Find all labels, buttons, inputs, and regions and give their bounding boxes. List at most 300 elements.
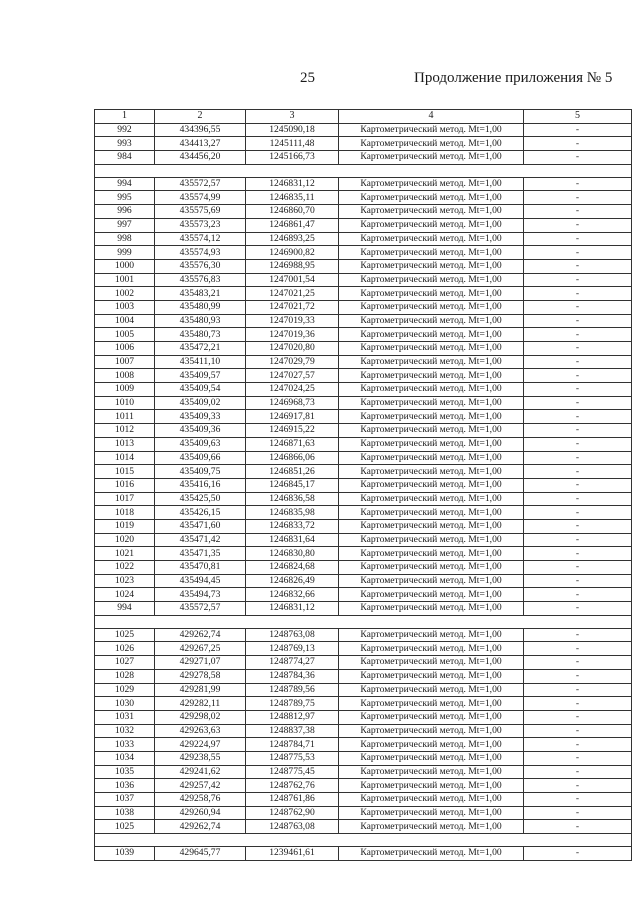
- cell-col-3: 1246831,12: [246, 602, 339, 616]
- cell-col-3: 1246861,47: [246, 218, 339, 232]
- cell-col-4: Картометрический метод. Mt=1,00: [339, 533, 524, 547]
- cell-col-1: 1003: [95, 300, 155, 314]
- column-header: 4: [339, 110, 524, 124]
- cell-col-4: Картометрический метод. Mt=1,00: [339, 205, 524, 219]
- cell-col-3: 1246826,49: [246, 574, 339, 588]
- table-row: [95, 287, 632, 301]
- cell-col-2: 429267,25: [155, 642, 246, 656]
- cell-col-5: -: [524, 355, 632, 369]
- cell-col-3: 1248837,38: [246, 724, 339, 738]
- cell-col-2: 434396,55: [155, 123, 246, 137]
- cell-col-5: -: [524, 151, 632, 165]
- table-row: [95, 383, 632, 397]
- table-row: [95, 628, 632, 642]
- table-row: [95, 847, 632, 861]
- cell-col-1: 1005: [95, 328, 155, 342]
- cell-col-4: Картометрический метод. Mt=1,00: [339, 683, 524, 697]
- table-row: [95, 820, 632, 834]
- cell-col-4: Картометрический метод. Mt=1,00: [339, 218, 524, 232]
- cell-col-2: 429645,77: [155, 847, 246, 861]
- cell-col-4: Картометрический метод. Mt=1,00: [339, 779, 524, 793]
- cell-col-2: 429263,63: [155, 724, 246, 738]
- table-row: [95, 396, 632, 410]
- cell-col-4: Картометрический метод. Mt=1,00: [339, 547, 524, 561]
- cell-col-3: 1247021,72: [246, 300, 339, 314]
- cell-col-4: Картометрический метод. Mt=1,00: [339, 697, 524, 711]
- cell-col-4: Картометрический метод. Mt=1,00: [339, 437, 524, 451]
- cell-col-5: -: [524, 123, 632, 137]
- cell-col-1: 1025: [95, 628, 155, 642]
- cell-col-5: -: [524, 218, 632, 232]
- table-row: [95, 273, 632, 287]
- cell-col-3: 1246917,81: [246, 410, 339, 424]
- cell-col-5: -: [524, 437, 632, 451]
- cell-col-3: 1247019,33: [246, 314, 339, 328]
- table-row: [95, 547, 632, 561]
- cell-col-4: Картометрический метод. Mt=1,00: [339, 177, 524, 191]
- cell-col-3: 1248812,97: [246, 710, 339, 724]
- cell-col-3: 1246831,64: [246, 533, 339, 547]
- cell-col-4: Картометрический метод. Mt=1,00: [339, 724, 524, 738]
- table-row: [95, 205, 632, 219]
- group-separator-row: [95, 164, 632, 177]
- cell-col-2: 435575,69: [155, 205, 246, 219]
- cell-col-4: Картометрический метод. Mt=1,00: [339, 656, 524, 670]
- cell-col-2: 435480,99: [155, 300, 246, 314]
- appendix-title: Продолжение приложения № 5: [414, 70, 613, 86]
- cell-col-5: -: [524, 561, 632, 575]
- cell-col-1: 1008: [95, 369, 155, 383]
- cell-col-3: 1246835,11: [246, 191, 339, 205]
- table-row: [95, 246, 632, 260]
- cell-col-3: 1248784,71: [246, 738, 339, 752]
- table-row: [95, 806, 632, 820]
- cell-col-5: -: [524, 137, 632, 151]
- cell-col-4: Картометрический метод. Mt=1,00: [339, 191, 524, 205]
- cell-col-5: -: [524, 697, 632, 711]
- cell-col-1: 1022: [95, 561, 155, 575]
- separator-cell: [95, 834, 632, 847]
- cell-col-3: 1248761,86: [246, 793, 339, 807]
- cell-col-2: 429298,02: [155, 710, 246, 724]
- cell-col-3: 1246845,17: [246, 478, 339, 492]
- cell-col-4: Картометрический метод. Mt=1,00: [339, 369, 524, 383]
- cell-col-1: 1010: [95, 396, 155, 410]
- group-separator-row: [95, 834, 632, 847]
- cell-col-5: -: [524, 232, 632, 246]
- cell-col-5: -: [524, 465, 632, 479]
- cell-col-4: Картометрический метод. Mt=1,00: [339, 383, 524, 397]
- cell-col-2: 435483,21: [155, 287, 246, 301]
- cell-col-3: 1246832,66: [246, 588, 339, 602]
- cell-col-5: -: [524, 588, 632, 602]
- cell-col-1: 1016: [95, 478, 155, 492]
- table-row: [95, 177, 632, 191]
- cell-col-2: 435480,73: [155, 328, 246, 342]
- cell-col-2: 435573,23: [155, 218, 246, 232]
- cell-col-2: 434456,20: [155, 151, 246, 165]
- cell-col-2: 435409,57: [155, 369, 246, 383]
- table-row: [95, 683, 632, 697]
- table-row: [95, 328, 632, 342]
- table-row: [95, 218, 632, 232]
- cell-col-4: Картометрический метод. Mt=1,00: [339, 137, 524, 151]
- table-row: [95, 793, 632, 807]
- table-row: [95, 259, 632, 273]
- cell-col-3: 1247019,36: [246, 328, 339, 342]
- cell-col-3: 1246830,80: [246, 547, 339, 561]
- page-number: 25: [300, 70, 315, 86]
- cell-col-1: 1024: [95, 588, 155, 602]
- cell-col-4: Картометрический метод. Mt=1,00: [339, 602, 524, 616]
- cell-col-5: -: [524, 710, 632, 724]
- cell-col-3: 1246866,06: [246, 451, 339, 465]
- cell-col-1: 1026: [95, 642, 155, 656]
- cell-col-1: 997: [95, 218, 155, 232]
- cell-col-1: 994: [95, 602, 155, 616]
- cell-col-5: -: [524, 300, 632, 314]
- cell-col-5: -: [524, 642, 632, 656]
- table-row: [95, 137, 632, 151]
- cell-col-2: 435409,75: [155, 465, 246, 479]
- cell-col-1: 1014: [95, 451, 155, 465]
- cell-col-3: 1245166,73: [246, 151, 339, 165]
- cell-col-2: 435480,93: [155, 314, 246, 328]
- cell-col-2: 429238,55: [155, 751, 246, 765]
- cell-col-4: Картометрический метод. Mt=1,00: [339, 588, 524, 602]
- cell-col-2: 435425,50: [155, 492, 246, 506]
- cell-col-2: 435470,81: [155, 561, 246, 575]
- cell-col-1: 1033: [95, 738, 155, 752]
- cell-col-5: -: [524, 369, 632, 383]
- table-row: [95, 123, 632, 137]
- cell-col-4: Картометрический метод. Mt=1,00: [339, 751, 524, 765]
- cell-col-2: 429224,97: [155, 738, 246, 752]
- cell-col-1: 1030: [95, 697, 155, 711]
- header-row: [95, 110, 632, 124]
- cell-col-5: -: [524, 669, 632, 683]
- cell-col-1: 984: [95, 151, 155, 165]
- cell-col-2: 435494,45: [155, 574, 246, 588]
- cell-col-4: Картометрический метод. Mt=1,00: [339, 519, 524, 533]
- table-row: [95, 779, 632, 793]
- cell-col-2: 435409,33: [155, 410, 246, 424]
- cell-col-4: Картометрический метод. Mt=1,00: [339, 710, 524, 724]
- table-row: [95, 151, 632, 165]
- cell-col-5: -: [524, 751, 632, 765]
- cell-col-5: -: [524, 738, 632, 752]
- cell-col-4: Картометрический метод. Mt=1,00: [339, 355, 524, 369]
- cell-col-1: 1021: [95, 547, 155, 561]
- cell-col-3: 1246833,72: [246, 519, 339, 533]
- cell-col-1: 996: [95, 205, 155, 219]
- cell-col-4: Картометрический метод. Mt=1,00: [339, 300, 524, 314]
- table-row: [95, 751, 632, 765]
- cell-col-4: Картометрический метод. Mt=1,00: [339, 806, 524, 820]
- cell-col-5: -: [524, 574, 632, 588]
- cell-col-3: 1246824,68: [246, 561, 339, 575]
- cell-col-3: 1246871,63: [246, 437, 339, 451]
- cell-col-5: -: [524, 205, 632, 219]
- cell-col-2: 435576,30: [155, 259, 246, 273]
- cell-col-5: -: [524, 191, 632, 205]
- cell-col-5: -: [524, 820, 632, 834]
- table-row: [95, 724, 632, 738]
- cell-col-2: 435494,73: [155, 588, 246, 602]
- cell-col-4: Картометрический метод. Mt=1,00: [339, 287, 524, 301]
- cell-col-3: 1248789,75: [246, 697, 339, 711]
- table-row: [95, 669, 632, 683]
- cell-col-5: -: [524, 383, 632, 397]
- cell-col-1: 1018: [95, 506, 155, 520]
- cell-col-1: 1013: [95, 437, 155, 451]
- group-separator-row: [95, 615, 632, 628]
- cell-col-1: 1017: [95, 492, 155, 506]
- table-row: [95, 191, 632, 205]
- table-row: [95, 656, 632, 670]
- cell-col-5: -: [524, 342, 632, 356]
- cell-col-5: -: [524, 533, 632, 547]
- cell-col-4: Картометрический метод. Mt=1,00: [339, 410, 524, 424]
- cell-col-4: Картометрический метод. Mt=1,00: [339, 847, 524, 861]
- cell-col-1: 1011: [95, 410, 155, 424]
- cell-col-3: 1248762,76: [246, 779, 339, 793]
- cell-col-5: -: [524, 847, 632, 861]
- table-row: [95, 602, 632, 616]
- cell-col-2: 429260,94: [155, 806, 246, 820]
- table-row: [95, 738, 632, 752]
- cell-col-5: -: [524, 314, 632, 328]
- cell-col-2: 434413,27: [155, 137, 246, 151]
- cell-col-4: Картометрический метод. Mt=1,00: [339, 232, 524, 246]
- cell-col-3: 1239461,61: [246, 847, 339, 861]
- table-row: [95, 519, 632, 533]
- cell-col-1: 1039: [95, 847, 155, 861]
- cell-col-5: -: [524, 396, 632, 410]
- cell-col-5: -: [524, 602, 632, 616]
- cell-col-5: -: [524, 779, 632, 793]
- cell-col-1: 1036: [95, 779, 155, 793]
- cell-col-4: Картометрический метод. Mt=1,00: [339, 642, 524, 656]
- table-row: [95, 451, 632, 465]
- cell-col-5: -: [524, 793, 632, 807]
- cell-col-4: Картометрический метод. Mt=1,00: [339, 561, 524, 575]
- table-row: [95, 314, 632, 328]
- cell-col-5: -: [524, 656, 632, 670]
- cell-col-1: 995: [95, 191, 155, 205]
- cell-col-2: 435409,54: [155, 383, 246, 397]
- cell-col-3: 1246836,58: [246, 492, 339, 506]
- cell-col-1: 1001: [95, 273, 155, 287]
- table-row: [95, 342, 632, 356]
- table-row: [95, 232, 632, 246]
- table-row: [95, 478, 632, 492]
- cell-col-4: Картометрический метод. Mt=1,00: [339, 628, 524, 642]
- table-row: [95, 765, 632, 779]
- cell-col-2: 435574,12: [155, 232, 246, 246]
- cell-col-5: -: [524, 506, 632, 520]
- cell-col-2: 429278,58: [155, 669, 246, 683]
- cell-col-4: Картометрический метод. Mt=1,00: [339, 574, 524, 588]
- cell-col-3: 1248774,27: [246, 656, 339, 670]
- cell-col-5: -: [524, 478, 632, 492]
- cell-col-4: Картометрический метод. Mt=1,00: [339, 328, 524, 342]
- cell-col-4: Картометрический метод. Mt=1,00: [339, 246, 524, 260]
- cell-col-2: 429262,74: [155, 628, 246, 642]
- cell-col-2: 435574,93: [155, 246, 246, 260]
- cell-col-5: -: [524, 628, 632, 642]
- cell-col-3: 1248763,08: [246, 628, 339, 642]
- cell-col-3: 1247001,54: [246, 273, 339, 287]
- cell-col-5: -: [524, 492, 632, 506]
- cell-col-2: 429281,99: [155, 683, 246, 697]
- cell-col-5: -: [524, 287, 632, 301]
- cell-col-1: 994: [95, 177, 155, 191]
- cell-col-3: 1248775,53: [246, 751, 339, 765]
- column-header: 2: [155, 110, 246, 124]
- table-row: [95, 465, 632, 479]
- cell-col-3: 1248789,56: [246, 683, 339, 697]
- separator-cell: [95, 164, 632, 177]
- table-row: [95, 697, 632, 711]
- cell-col-4: Картометрический метод. Mt=1,00: [339, 314, 524, 328]
- cell-col-5: -: [524, 451, 632, 465]
- table-row: [95, 642, 632, 656]
- cell-col-4: Картометрический метод. Mt=1,00: [339, 259, 524, 273]
- cell-col-5: -: [524, 328, 632, 342]
- cell-col-3: 1246851,26: [246, 465, 339, 479]
- cell-col-4: Картометрический метод. Mt=1,00: [339, 793, 524, 807]
- cell-col-3: 1248775,45: [246, 765, 339, 779]
- table-row: [95, 561, 632, 575]
- cell-col-4: Картометрический метод. Mt=1,00: [339, 424, 524, 438]
- cell-col-1: 999: [95, 246, 155, 260]
- column-header: 1: [95, 110, 155, 124]
- separator-cell: [95, 615, 632, 628]
- cell-col-2: 435411,10: [155, 355, 246, 369]
- cell-col-3: 1246893,25: [246, 232, 339, 246]
- cell-col-4: Картометрический метод. Mt=1,00: [339, 738, 524, 752]
- table-row: [95, 355, 632, 369]
- table-row: [95, 369, 632, 383]
- cell-col-1: 1015: [95, 465, 155, 479]
- column-header: 5: [524, 110, 632, 124]
- coordinates-table: [94, 109, 632, 861]
- cell-col-2: 435471,60: [155, 519, 246, 533]
- cell-col-1: 998: [95, 232, 155, 246]
- cell-col-4: Картометрический метод. Mt=1,00: [339, 465, 524, 479]
- cell-col-5: -: [524, 547, 632, 561]
- cell-col-4: Картометрический метод. Mt=1,00: [339, 765, 524, 779]
- cell-col-3: 1247024,25: [246, 383, 339, 397]
- cell-col-2: 429282,11: [155, 697, 246, 711]
- cell-col-3: 1247020,80: [246, 342, 339, 356]
- cell-col-4: Картометрический метод. Mt=1,00: [339, 151, 524, 165]
- table-row: [95, 506, 632, 520]
- cell-col-3: 1247021,25: [246, 287, 339, 301]
- cell-col-2: 435409,63: [155, 437, 246, 451]
- cell-col-2: 435471,35: [155, 547, 246, 561]
- cell-col-3: 1248762,90: [246, 806, 339, 820]
- cell-col-5: -: [524, 724, 632, 738]
- cell-col-3: 1246831,12: [246, 177, 339, 191]
- table-row: [95, 533, 632, 547]
- cell-col-3: 1248769,13: [246, 642, 339, 656]
- cell-col-2: 435576,83: [155, 273, 246, 287]
- cell-col-1: 1006: [95, 342, 155, 356]
- cell-col-1: 1035: [95, 765, 155, 779]
- cell-col-5: -: [524, 683, 632, 697]
- table-body: [95, 110, 632, 861]
- cell-col-2: 435572,57: [155, 177, 246, 191]
- cell-col-4: Картометрический метод. Mt=1,00: [339, 123, 524, 137]
- cell-col-3: 1245111,48: [246, 137, 339, 151]
- cell-col-1: 1004: [95, 314, 155, 328]
- table-row: [95, 437, 632, 451]
- cell-col-4: Картометрический метод. Mt=1,00: [339, 451, 524, 465]
- table-row: [95, 588, 632, 602]
- cell-col-3: 1248763,08: [246, 820, 339, 834]
- cell-col-3: 1245090,18: [246, 123, 339, 137]
- cell-col-1: 1031: [95, 710, 155, 724]
- table-row: [95, 300, 632, 314]
- cell-col-2: 435409,02: [155, 396, 246, 410]
- cell-col-4: Картометрический метод. Mt=1,00: [339, 273, 524, 287]
- cell-col-1: 1009: [95, 383, 155, 397]
- cell-col-1: 1028: [95, 669, 155, 683]
- cell-col-1: 1027: [95, 656, 155, 670]
- cell-col-1: 1029: [95, 683, 155, 697]
- cell-col-3: 1246860,70: [246, 205, 339, 219]
- cell-col-3: 1246915,22: [246, 424, 339, 438]
- cell-col-3: 1246968,73: [246, 396, 339, 410]
- cell-col-4: Картометрический метод. Mt=1,00: [339, 506, 524, 520]
- cell-col-2: 435409,36: [155, 424, 246, 438]
- cell-col-5: -: [524, 177, 632, 191]
- cell-col-2: 435471,42: [155, 533, 246, 547]
- cell-col-3: 1248784,36: [246, 669, 339, 683]
- cell-col-2: 435409,66: [155, 451, 246, 465]
- cell-col-5: -: [524, 424, 632, 438]
- cell-col-1: 1025: [95, 820, 155, 834]
- cell-col-1: 1023: [95, 574, 155, 588]
- table-row: [95, 574, 632, 588]
- cell-col-2: 435574,99: [155, 191, 246, 205]
- cell-col-2: 429271,07: [155, 656, 246, 670]
- table-row: [95, 492, 632, 506]
- cell-col-1: 1019: [95, 519, 155, 533]
- cell-col-2: 435426,15: [155, 506, 246, 520]
- cell-col-2: 429258,76: [155, 793, 246, 807]
- table-row: [95, 410, 632, 424]
- cell-col-5: -: [524, 806, 632, 820]
- cell-col-5: -: [524, 273, 632, 287]
- cell-col-5: -: [524, 246, 632, 260]
- cell-col-1: 1007: [95, 355, 155, 369]
- cell-col-2: 435472,21: [155, 342, 246, 356]
- cell-col-2: 429262,74: [155, 820, 246, 834]
- cell-col-4: Картометрический метод. Mt=1,00: [339, 492, 524, 506]
- cell-col-1: 1034: [95, 751, 155, 765]
- cell-col-5: -: [524, 410, 632, 424]
- cell-col-2: 429257,42: [155, 779, 246, 793]
- cell-col-1: 993: [95, 137, 155, 151]
- cell-col-3: 1246900,82: [246, 246, 339, 260]
- cell-col-1: 1032: [95, 724, 155, 738]
- cell-col-1: 1012: [95, 424, 155, 438]
- cell-col-3: 1246835,98: [246, 506, 339, 520]
- cell-col-1: 992: [95, 123, 155, 137]
